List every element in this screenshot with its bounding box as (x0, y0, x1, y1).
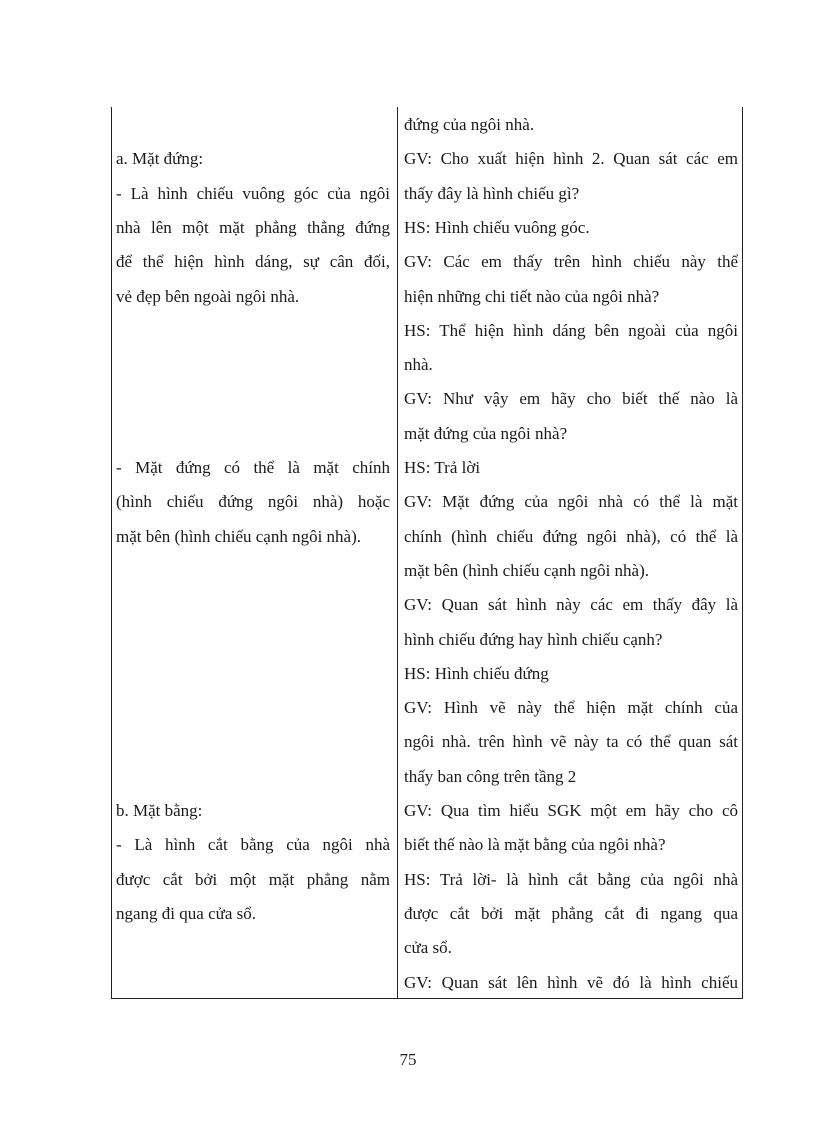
text-line (116, 314, 390, 348)
text-line: mặt bên (hình chiếu cạnh ngôi nhà). (116, 526, 362, 546)
text-line: - Là hình chiếu vuông góc của ngôi (116, 183, 390, 203)
text-line: - Mặt đứng có thể là mặt chính (116, 458, 390, 477)
text-line: a. Mặt đứng: (116, 149, 204, 169)
text-line: biết thế nào là mặt bằng của ngôi nhà? (404, 835, 666, 855)
text-line: để thể hiện hình dáng, sự cân đối, (116, 252, 390, 272)
text-line: nhà lên một mặt phẳng thẳng đứng (116, 217, 390, 237)
column-divider (397, 107, 398, 999)
text-line: nhà. (404, 355, 433, 375)
text-line: chính (hình chiếu đứng ngôi nhà), có thể là (404, 526, 738, 546)
text-line (116, 691, 390, 725)
text-line: ngôi nhà. trên hình vẽ này ta có thể quan sát (404, 732, 738, 752)
text-line: GV: Qua tìm hiểu SGK một em hãy cho cô (404, 801, 738, 820)
text-line: - Là hình cắt bằng của ngôi nhà (116, 835, 390, 855)
text-line (116, 760, 390, 794)
text-line (116, 554, 390, 588)
text-line (116, 382, 390, 416)
text-line: HS: Thể hiện hình dáng bên ngoài của ngôi (404, 320, 738, 340)
text-line: HS: Hình chiếu vuông góc. (404, 217, 590, 237)
text-line: HS: Trả lời- là hình cắt bằng của ngôi nhà (404, 869, 738, 889)
text-line: thấy đây là hình chiếu gì? (404, 183, 580, 203)
text-line: vẻ đẹp bên ngoài ngôi nhà. (116, 286, 300, 306)
text-line: GV: Các em thấy trên hình chiếu này thể (404, 252, 738, 272)
text-line (116, 348, 390, 382)
text-line: ngang đi qua cửa sổ. (116, 903, 256, 923)
text-line: GV: Quan sát hình này các em thấy đây là (404, 595, 738, 615)
text-line: GV: Quan sát lên hình vẽ đó là hình chiếu (404, 972, 738, 992)
text-line: được cắt bởi mặt phẳng cắt đi ngang qua (404, 903, 738, 923)
text-line: đứng của ngôi nhà. (404, 115, 535, 134)
text-line (116, 108, 390, 142)
text-line: HS: Trả lời (404, 458, 481, 477)
text-line: b. Mặt bằng: (116, 801, 203, 820)
text-line: GV: Hình vẽ này thể hiện mặt chính của (404, 698, 738, 718)
text-line (116, 725, 390, 759)
text-line (116, 657, 390, 691)
text-line: mặt đứng của ngôi nhà? (404, 423, 568, 443)
text-line: (hình chiếu đứng ngôi nhà) hoặc (116, 492, 390, 512)
text-line: cửa sổ. (404, 938, 452, 958)
text-line: được cắt bởi một mặt phẳng nằm (116, 869, 390, 889)
text-line: hiện những chi tiết nào của ngôi nhà? (404, 286, 660, 306)
text-line: hình chiếu đứng hay hình chiếu cạnh? (404, 629, 663, 649)
text-line: GV: Như vậy em hãy cho biết thế nào là (404, 389, 738, 409)
text-line: mặt bên (hình chiếu cạnh ngôi nhà). (404, 560, 650, 580)
text-line: thấy ban công trên tầng 2 (404, 766, 577, 786)
text-line (116, 966, 390, 1000)
text-line (116, 931, 390, 965)
text-line (116, 588, 390, 622)
text-line: HS: Hình chiếu đứng (404, 663, 549, 683)
text-line: GV: Cho xuất hiện hình 2. Quan sát các em (404, 149, 738, 169)
text-line (116, 623, 390, 657)
text-line: GV: Mặt đứng của ngôi nhà có thể là mặt (404, 492, 738, 512)
text-line (116, 417, 390, 451)
page-number: 75 (399, 1050, 417, 1069)
